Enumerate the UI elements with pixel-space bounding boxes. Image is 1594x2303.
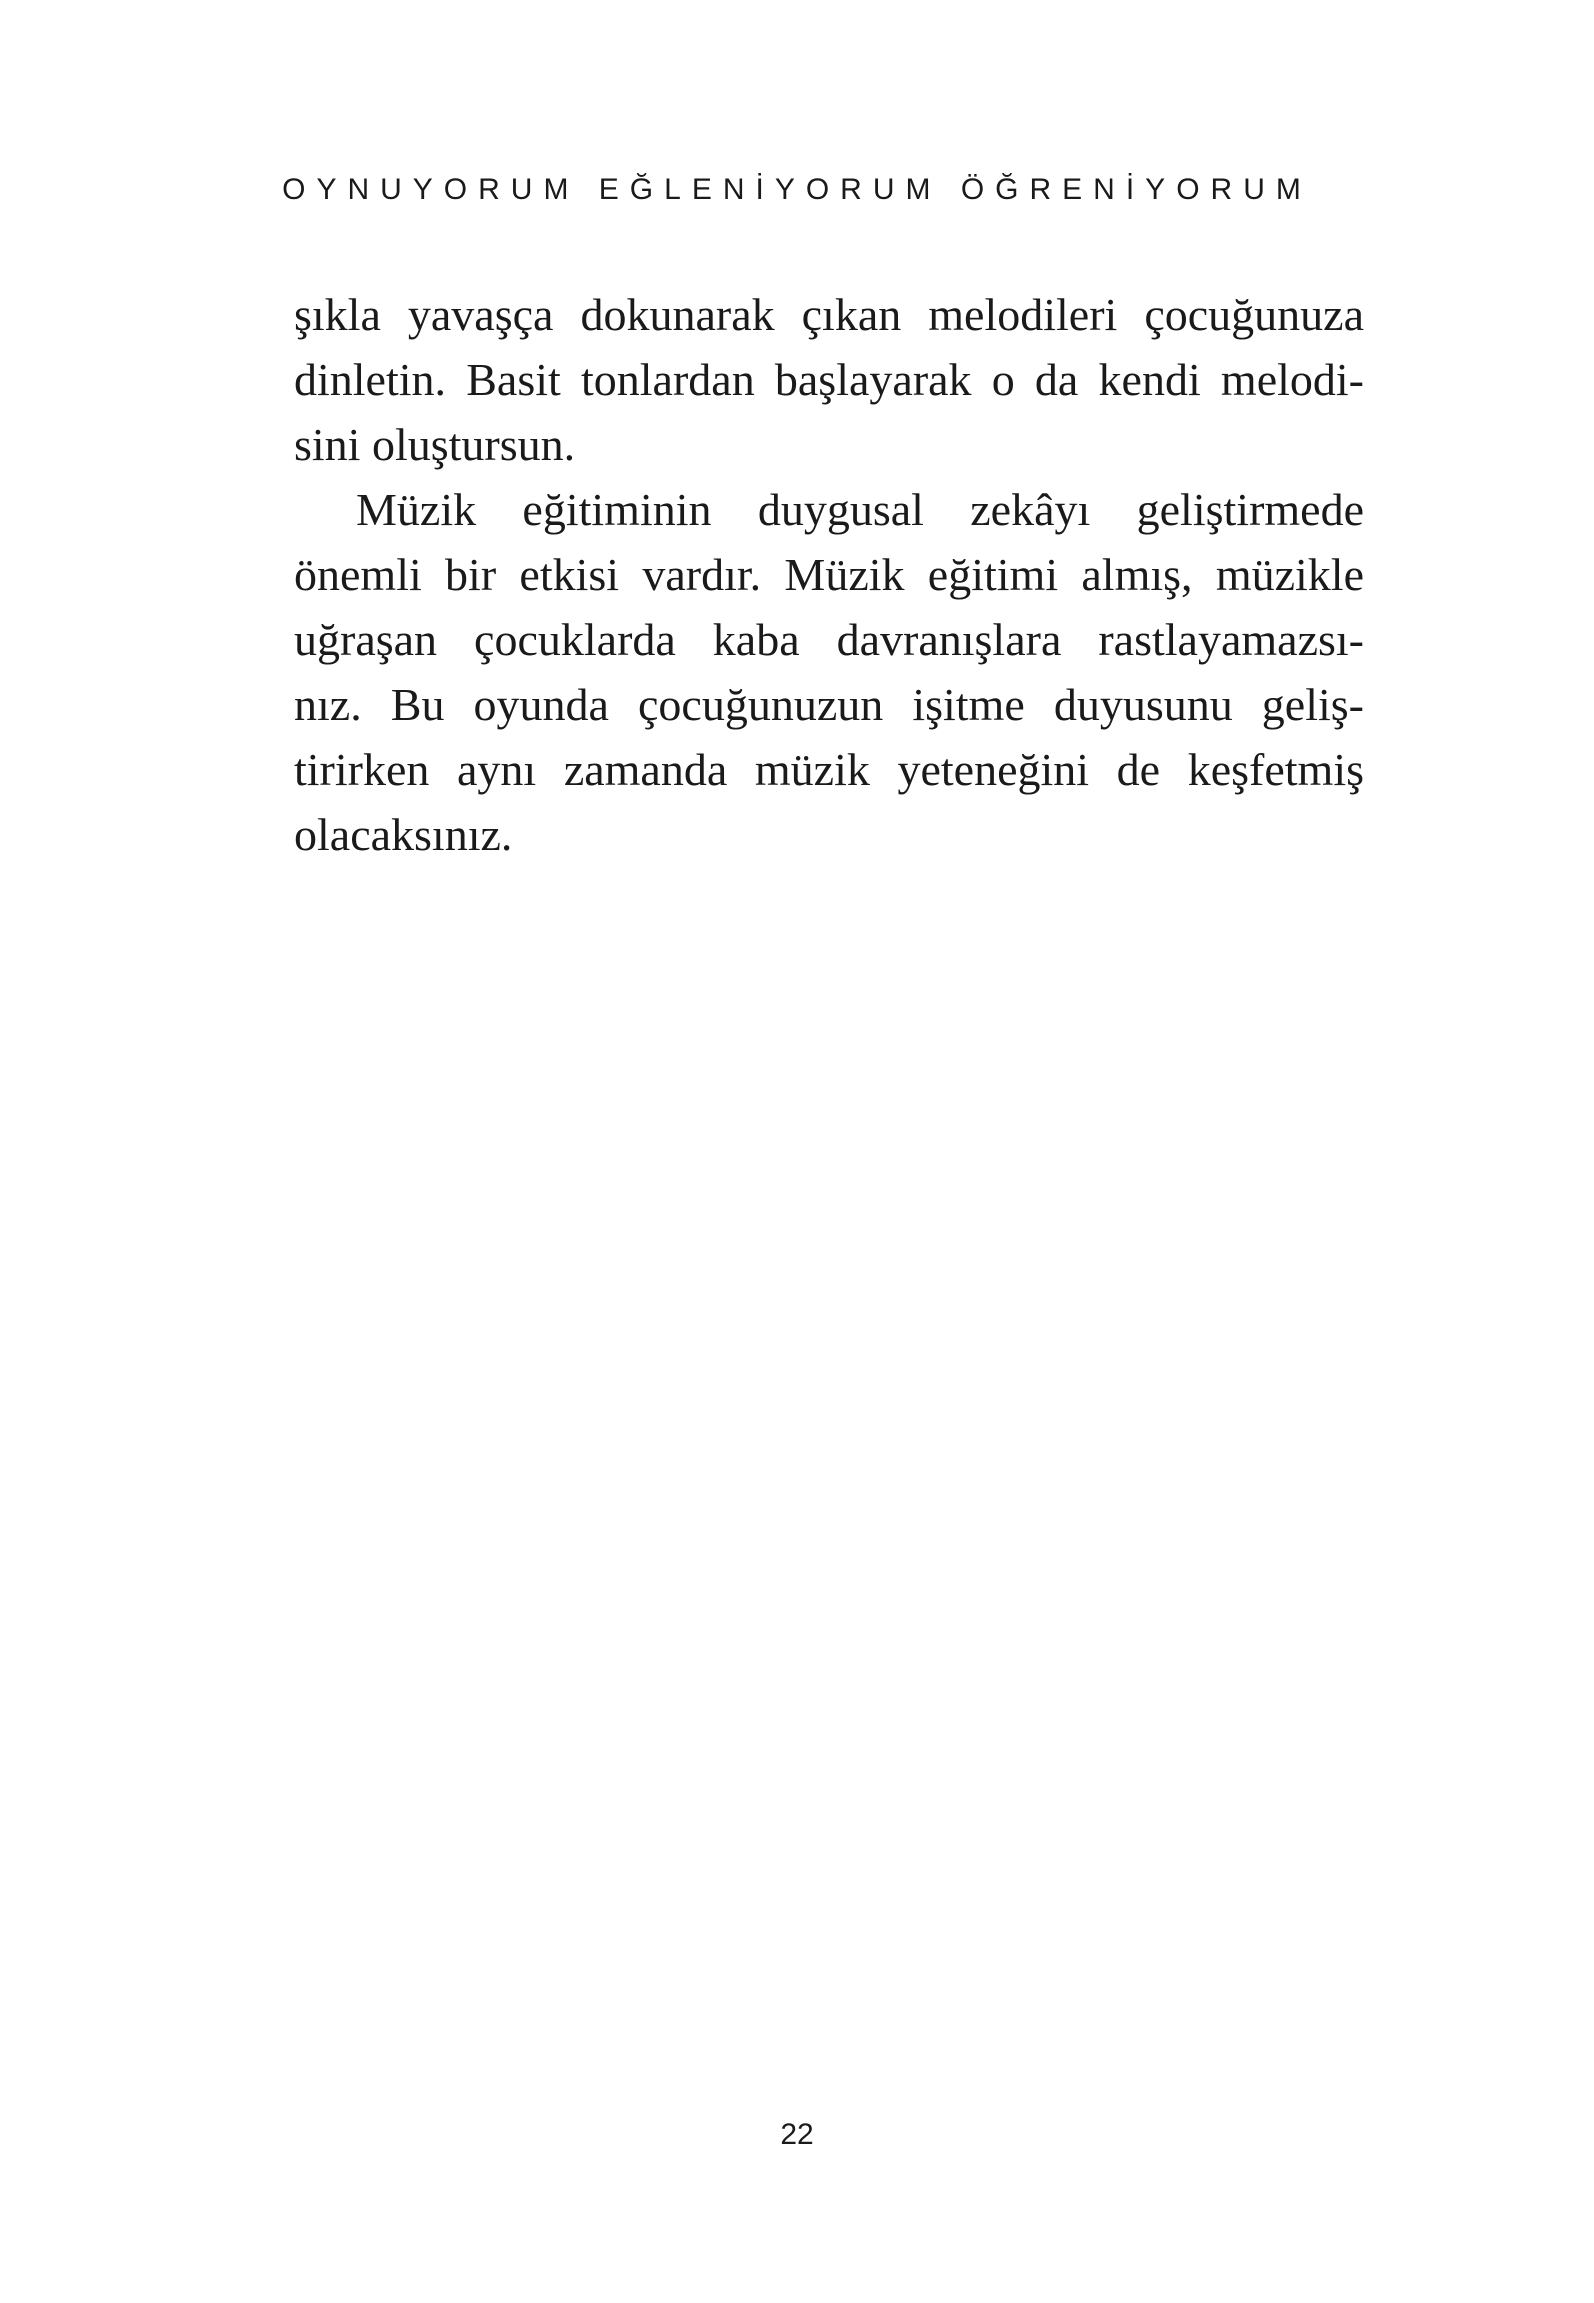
text-line: olacaksınız. [294, 809, 513, 860]
text-line: uğraşan çocuklarda kaba davranışlara rastlayamazsı- [294, 614, 1364, 665]
body-text [294, 282, 1364, 867]
text-line: şıkla yavaşça dokunarak çıkan melodileri çocuğunuza [294, 289, 1364, 340]
text-line: sini oluştursun. [294, 419, 576, 470]
page-number: 22 [780, 2118, 814, 2151]
running-header: OYNUYORUM EĞLENİYORUM ÖĞRENİYORUM [282, 173, 1312, 206]
text-line: dinletin. Basit tonlardan başlayarak o da kendi melodi- [294, 354, 1364, 405]
text-line: tirirken aynı zamanda müzik yeteneğini de keşfetmiş [294, 744, 1364, 795]
text-line: önemli bir etkisi vardır. Müzik eğitimi almış, müzikle [294, 549, 1364, 600]
text-line: nız. Bu oyunda çocuğunuzun işitme duyusunu geliş- [294, 679, 1364, 730]
paragraph-first-line: Müzik eğitiminin duygusal zekâyı geliştirmede [356, 484, 1364, 535]
